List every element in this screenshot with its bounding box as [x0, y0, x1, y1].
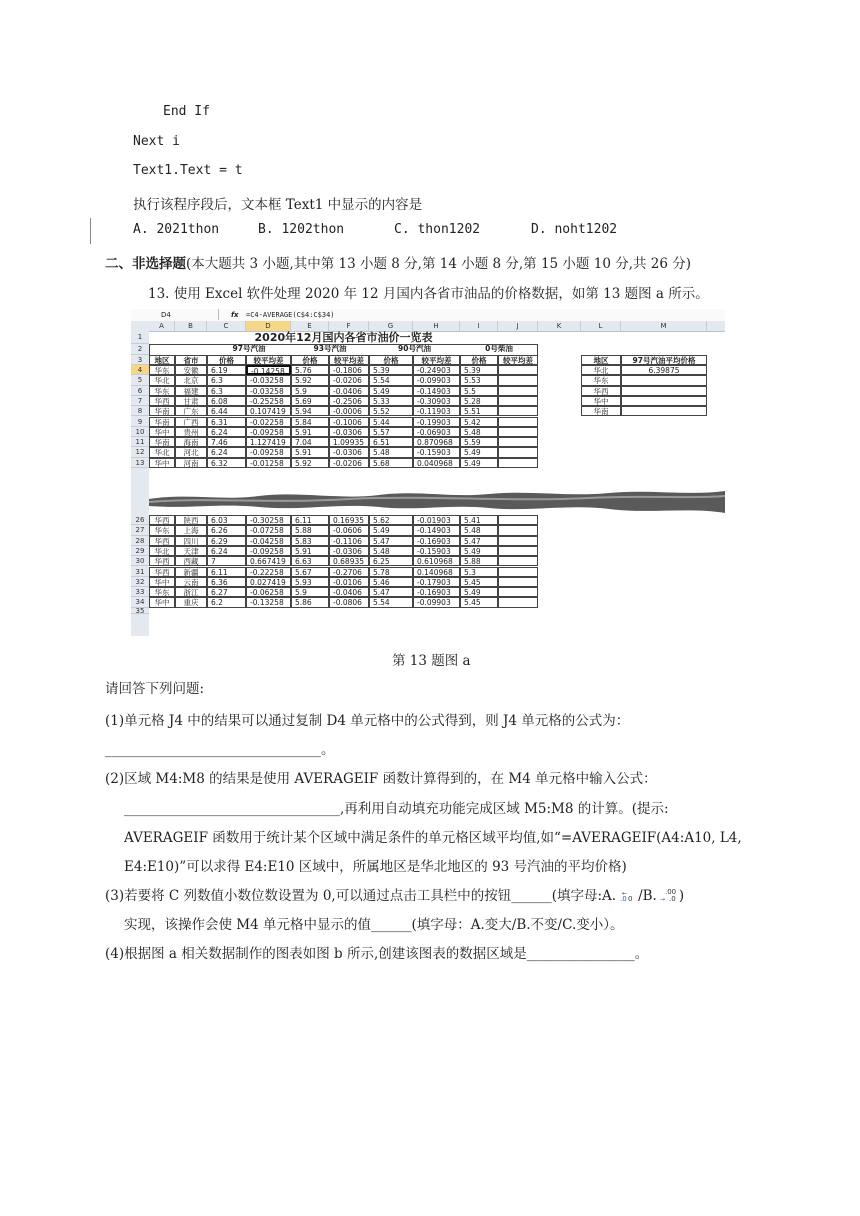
section-note: (本大题共 3 小题,其中第 13 小题 8 分,第 14 小题 8 分,第 15 小题 10 分,共 26 分) — [186, 256, 692, 272]
q3-text: (3)若要将 C 列数值小数位数设置为 0,可以通过点击工具栏中的按钮______(填字母:A. — [105, 888, 617, 904]
data-cell[interactable]: 0.140968 — [413, 567, 460, 577]
data-cell[interactable]: 5.94 — [291, 406, 329, 416]
side-region-cell[interactable]: 华东 — [581, 375, 621, 385]
row-header-29[interactable]: 29 — [131, 546, 149, 556]
data-cell[interactable]: 0.040968 — [413, 458, 460, 468]
data-cell[interactable]: 5.48 — [460, 525, 498, 535]
data-cell[interactable]: 5.91 — [291, 546, 329, 556]
data-cell[interactable]: -0.30258 — [246, 515, 291, 525]
data-cell[interactable]: -0.02258 — [246, 417, 291, 427]
data-cell[interactable]: 6.44 — [207, 406, 246, 416]
data-cell[interactable]: 5.68 — [369, 458, 413, 468]
column-header-j[interactable]: J — [498, 321, 538, 331]
data-cell[interactable]: -0.0206 — [329, 375, 369, 385]
data-cell[interactable]: 5.54 — [369, 597, 413, 607]
data-cell[interactable]: 5.47 — [460, 536, 498, 546]
svg-text:.0: .0 — [620, 895, 627, 902]
header-cell[interactable]: 地区 — [149, 355, 175, 366]
data-cell[interactable]: 华西 — [149, 396, 175, 406]
header-cell[interactable]: 较平均差 — [329, 355, 369, 366]
group-header-border — [149, 344, 538, 355]
table-title[interactable]: 2020年12月国内各省市油价一览表 — [254, 331, 433, 344]
data-cell[interactable]: 5.83 — [291, 536, 329, 546]
row-header-5[interactable]: 5 — [131, 375, 149, 385]
data-cell[interactable]: 华中 — [149, 458, 175, 468]
data-cell[interactable]: 5.49 — [460, 546, 498, 556]
data-cell[interactable] — [498, 536, 538, 546]
data-cell[interactable]: 6.3 — [207, 375, 246, 385]
header-cell[interactable]: 价格 — [369, 355, 413, 366]
data-cell[interactable]: -0.0406 — [329, 587, 369, 597]
data-cell[interactable]: 6.11 — [291, 515, 329, 525]
header-cell[interactable]: 价格 — [207, 355, 246, 366]
data-cell[interactable]: 广西 — [175, 417, 207, 427]
data-cell[interactable]: 5.49 — [369, 386, 413, 396]
data-cell[interactable]: 7 — [207, 556, 246, 566]
data-cell[interactable]: -0.09903 — [413, 597, 460, 607]
data-cell[interactable]: 5.9 — [291, 587, 329, 597]
data-cell[interactable]: -0.03258 — [246, 375, 291, 385]
row-header-1[interactable]: 1 — [131, 331, 149, 344]
data-cell[interactable]: -0.13258 — [246, 597, 291, 607]
data-cell[interactable]: 1.127419 — [246, 437, 291, 447]
header-cell[interactable]: 较平均差 — [413, 355, 460, 366]
data-cell[interactable]: -0.01903 — [413, 515, 460, 525]
row-header-26[interactable]: 26 — [131, 515, 149, 525]
data-cell[interactable]: -0.1106 — [329, 536, 369, 546]
data-cell[interactable]: 5.54 — [369, 375, 413, 385]
side-avg-cell[interactable] — [621, 396, 707, 406]
data-cell[interactable]: 5.39 — [460, 365, 498, 375]
data-cell[interactable]: 5.84 — [291, 417, 329, 427]
data-cell[interactable]: -0.2506 — [329, 396, 369, 406]
q3-line1 — [105, 884, 684, 904]
data-cell[interactable]: -0.1806 — [329, 365, 369, 375]
data-cell[interactable]: 华北 — [149, 375, 175, 385]
data-cell[interactable]: 5.48 — [460, 427, 498, 437]
data-cell[interactable]: 6.25 — [369, 556, 413, 566]
increase-decimal-icon — [616, 888, 638, 902]
data-cell[interactable]: -0.0406 — [329, 386, 369, 396]
row-header-2[interactable]: 2 — [131, 344, 149, 355]
svg-text:.0: .0 — [668, 895, 676, 902]
data-cell[interactable]: 华西 — [149, 556, 175, 566]
data-cell[interactable]: 安徽 — [175, 365, 207, 375]
svg-text:←: ← — [622, 890, 628, 897]
active-cell-d4[interactable]: -0.14258 — [246, 365, 291, 375]
option-a: A. 2021thon — [133, 222, 220, 237]
data-cell[interactable]: -0.0306 — [329, 427, 369, 437]
data-cell[interactable]: 6.32 — [207, 458, 246, 468]
header-cell[interactable]: 价格 — [460, 355, 498, 366]
data-cell[interactable]: 5.91 — [291, 427, 329, 437]
data-cell[interactable]: -0.09258 — [246, 546, 291, 556]
option-b: B. 1202thon — [258, 222, 345, 237]
data-cell[interactable]: -0.04258 — [246, 536, 291, 546]
q2-line2: ________________________________,再利用自动填充功能完成区域 M5:M8 的计算。(提示: — [124, 801, 669, 817]
data-cell[interactable]: 5.49 — [460, 458, 498, 468]
data-cell[interactable]: 新疆 — [175, 567, 207, 577]
data-cell[interactable]: 6.3 — [207, 386, 246, 396]
data-cell[interactable]: -0.06903 — [413, 427, 460, 437]
q3-line2: 实现，该操作会使 M4 单元格中显示的值______(填字母：A.变大/B.不变/C.变小）。 — [124, 917, 624, 933]
data-cell[interactable] — [498, 375, 538, 385]
row-header-11[interactable]: 11 — [131, 437, 149, 447]
data-cell[interactable]: 5.69 — [291, 396, 329, 406]
data-cell[interactable]: 0.107419 — [246, 406, 291, 416]
margin-bar — [90, 218, 91, 244]
data-cell[interactable] — [498, 386, 538, 396]
data-cell[interactable]: 华南 — [149, 437, 175, 447]
fx-icon: fx — [231, 311, 239, 319]
data-cell[interactable]: 6.03 — [207, 515, 246, 525]
data-cell[interactable]: 5.88 — [291, 525, 329, 535]
data-cell[interactable]: 5.86 — [291, 597, 329, 607]
header-cell[interactable]: 较平均差 — [498, 355, 538, 366]
data-cell[interactable]: 5.57 — [369, 427, 413, 437]
column-header-g[interactable]: G — [369, 321, 413, 331]
data-cell[interactable]: -0.1006 — [329, 417, 369, 427]
code-line-next: Next i — [133, 134, 180, 149]
data-cell[interactable]: -0.15903 — [413, 447, 460, 457]
data-cell[interactable]: 5.5 — [460, 386, 498, 396]
data-cell[interactable]: -0.25258 — [246, 396, 291, 406]
option-d: D. noht1202 — [531, 222, 618, 237]
data-cell[interactable] — [498, 365, 538, 375]
data-cell[interactable]: -0.0806 — [329, 597, 369, 607]
column-header-i[interactable]: I — [460, 321, 498, 331]
data-cell[interactable]: 5.41 — [460, 515, 498, 525]
data-cell[interactable]: 5.9 — [291, 386, 329, 396]
row-header-3[interactable]: 3 — [131, 355, 149, 366]
data-cell[interactable]: 河南 — [175, 458, 207, 468]
data-cell[interactable]: 5.59 — [460, 437, 498, 447]
name-box: D4 — [131, 309, 219, 320]
svg-text:0: 0 — [628, 895, 633, 902]
data-cell[interactable]: 5.88 — [460, 556, 498, 566]
data-cell[interactable]: 5.47 — [369, 536, 413, 546]
data-cell[interactable]: 5.3 — [460, 567, 498, 577]
row-header-34[interactable]: 34 — [131, 597, 149, 607]
data-cell[interactable] — [498, 396, 538, 406]
data-cell[interactable]: 6.29 — [207, 536, 246, 546]
formula-text: =C4-AVERAGE(C$4:C$34) — [246, 311, 335, 319]
data-cell[interactable]: 云南 — [175, 577, 207, 587]
data-cell[interactable]: 0.68935 — [329, 556, 369, 566]
data-cell[interactable]: 5.92 — [291, 458, 329, 468]
side-header-avg[interactable]: 97号汽油平均价格 — [621, 355, 707, 366]
data-cell[interactable]: 5.49 — [369, 525, 413, 535]
data-cell[interactable]: -0.01258 — [246, 458, 291, 468]
data-cell[interactable]: -0.11903 — [413, 406, 460, 416]
data-cell[interactable]: 5.76 — [291, 365, 329, 375]
data-cell[interactable]: -0.16903 — [413, 536, 460, 546]
data-cell[interactable]: 5.67 — [291, 567, 329, 577]
data-cell[interactable]: 天津 — [175, 546, 207, 556]
data-cell[interactable]: -0.0106 — [329, 577, 369, 587]
data-cell[interactable] — [498, 556, 538, 566]
data-cell[interactable]: 华东 — [149, 587, 175, 597]
side-avg-cell[interactable] — [621, 406, 707, 416]
row-header-30[interactable]: 30 — [131, 556, 149, 566]
data-cell[interactable]: 0.16935 — [329, 515, 369, 525]
torn-paper-break — [149, 487, 725, 517]
question-12-text: 执行该程序段后，文本框 Text1 中显示的内容是 — [133, 197, 423, 213]
data-cell[interactable]: 1.09935 — [329, 437, 369, 447]
q2-line4: E4:E10)”可以求得 E4:E10 区域中，所属地区是华北地区的 93 号汽油的平均价格) — [124, 859, 627, 875]
data-cell[interactable]: 华东 — [149, 386, 175, 396]
data-cell[interactable]: -0.0206 — [329, 458, 369, 468]
data-cell[interactable]: 6.08 — [207, 396, 246, 406]
data-cell[interactable] — [498, 427, 538, 437]
data-cell[interactable]: 6.11 — [207, 567, 246, 577]
data-cell[interactable]: 5.91 — [291, 447, 329, 457]
data-cell[interactable]: -0.09258 — [246, 427, 291, 437]
data-cell[interactable]: -0.15903 — [413, 546, 460, 556]
data-cell[interactable]: -0.0306 — [329, 546, 369, 556]
data-cell[interactable]: 浙江 — [175, 587, 207, 597]
data-cell[interactable] — [498, 577, 538, 587]
data-cell[interactable]: -0.2706 — [329, 567, 369, 577]
data-cell[interactable]: 6.31 — [207, 417, 246, 427]
data-cell[interactable]: 7.04 — [291, 437, 329, 447]
row-headers — [131, 331, 149, 636]
data-cell[interactable]: 5.46 — [369, 577, 413, 587]
data-cell[interactable] — [498, 587, 538, 597]
data-cell[interactable]: -0.16903 — [413, 587, 460, 597]
row-header-31[interactable]: 31 — [131, 567, 149, 577]
data-cell[interactable]: 0.610968 — [413, 556, 460, 566]
data-cell[interactable]: 华中 — [149, 427, 175, 437]
data-cell[interactable]: 6.2 — [207, 597, 246, 607]
data-cell[interactable]: 华北 — [149, 447, 175, 457]
data-cell[interactable]: 0.667419 — [246, 556, 291, 566]
side-avg-cell[interactable]: 6.39875 — [621, 365, 707, 375]
row-header-33[interactable]: 33 — [131, 587, 149, 597]
column-header-k[interactable]: K — [538, 321, 581, 331]
group-header[interactable]: 90号汽油 — [398, 344, 431, 353]
data-cell[interactable] — [498, 567, 538, 577]
data-cell[interactable]: 华西 — [149, 536, 175, 546]
data-cell[interactable]: 5.45 — [460, 577, 498, 587]
data-cell[interactable]: 5.45 — [460, 597, 498, 607]
side-avg-cell[interactable] — [621, 375, 707, 385]
data-cell[interactable]: 华南 — [149, 406, 175, 416]
data-cell[interactable]: 华东 — [149, 365, 175, 375]
data-cell[interactable]: 华南 — [149, 417, 175, 427]
data-cell[interactable]: 西藏 — [175, 556, 207, 566]
row-header-13[interactable]: 13 — [131, 458, 149, 468]
data-cell[interactable]: -0.03258 — [246, 386, 291, 396]
side-region-cell[interactable]: 华中 — [581, 396, 621, 406]
data-cell[interactable]: 6.36 — [207, 577, 246, 587]
data-cell[interactable] — [498, 546, 538, 556]
row-header-35[interactable]: 35 — [131, 608, 149, 614]
data-cell[interactable]: 6.24 — [207, 447, 246, 457]
header-cell[interactable]: 较平均差 — [246, 355, 291, 366]
column-header-f[interactable]: F — [329, 321, 369, 331]
column-header-l[interactable]: L — [581, 321, 621, 331]
data-cell[interactable]: -0.07258 — [246, 525, 291, 535]
data-cell[interactable]: -0.0306 — [329, 447, 369, 457]
row-header-6[interactable]: 6 — [131, 386, 149, 396]
q4-text: (4)根据图 a 相关数据制作的图表如图 b 所示,创建该图表的数据区域是________________。 — [105, 946, 649, 962]
figure-caption: 第 13 题图 a — [392, 653, 471, 669]
data-cell[interactable]: 5.49 — [460, 587, 498, 597]
data-cell[interactable]: 广东 — [175, 406, 207, 416]
q1-text: (1)单元格 J4 中的结果可以通过复制 D4 单元格中的公式得到，则 J4 单元格的公式为： — [105, 713, 630, 729]
side-header-region[interactable]: 地区 — [581, 355, 621, 366]
option-c: C. thon1202 — [394, 222, 481, 237]
data-cell[interactable]: 5.93 — [291, 577, 329, 587]
data-cell[interactable]: 5.48 — [369, 546, 413, 556]
data-cell[interactable]: 5.49 — [460, 447, 498, 457]
data-cell[interactable]: 7.46 — [207, 437, 246, 447]
data-cell[interactable] — [498, 458, 538, 468]
data-cell[interactable]: -0.22258 — [246, 567, 291, 577]
q2-line1: (2)区域 M4:M8 的结果是使用 AVERAGEIF 函数计算得到的，在 M4 单元格中输入公式： — [105, 771, 657, 787]
data-cell[interactable]: 5.28 — [460, 396, 498, 406]
side-region-cell[interactable]: 华南 — [581, 406, 621, 416]
column-header-a[interactable]: A — [149, 321, 175, 331]
data-cell[interactable]: 华中 — [149, 577, 175, 587]
data-cell[interactable]: -0.0006 — [329, 406, 369, 416]
data-cell[interactable]: -0.14903 — [413, 386, 460, 396]
decrease-decimal-icon — [657, 888, 679, 902]
data-cell[interactable]: 5.42 — [460, 417, 498, 427]
data-cell[interactable]: 北京 — [175, 375, 207, 385]
group-header[interactable]: 97号汽油 — [232, 344, 266, 353]
data-cell[interactable] — [498, 406, 538, 416]
data-cell[interactable]: 上海 — [175, 525, 207, 535]
data-cell[interactable]: 5.44 — [369, 417, 413, 427]
data-cell[interactable]: 5.53 — [460, 375, 498, 385]
row-header-10[interactable]: 10 — [131, 427, 149, 437]
data-cell[interactable]: 5.92 — [291, 375, 329, 385]
data-cell[interactable]: 6.51 — [369, 437, 413, 447]
data-cell[interactable]: 6.63 — [291, 556, 329, 566]
options-row — [133, 222, 617, 237]
data-cell[interactable]: 华西 — [149, 567, 175, 577]
data-cell[interactable]: 6.24 — [207, 427, 246, 437]
column-header-b[interactable]: B — [175, 321, 207, 331]
row-header-7[interactable]: 7 — [131, 396, 149, 406]
data-cell[interactable]: 海南 — [175, 437, 207, 447]
row-header-12[interactable]: 12 — [131, 447, 149, 457]
data-cell[interactable]: 5.78 — [369, 567, 413, 577]
data-cell[interactable]: 5.52 — [369, 406, 413, 416]
data-cell[interactable]: 福建 — [175, 386, 207, 396]
data-cell[interactable]: 贵州 — [175, 427, 207, 437]
q2-line3: AVERAGEIF 函数用于统计某个区域中满足条件的单元格区域平均值,如“=AVERAGEIF(A4:A10, L4, — [124, 830, 742, 846]
data-cell[interactable]: -0.09903 — [413, 375, 460, 385]
column-header-e[interactable]: E — [291, 321, 329, 331]
data-cell[interactable]: 0.870968 — [413, 437, 460, 447]
header-cell[interactable]: 价格 — [291, 355, 329, 366]
data-cell[interactable] — [498, 597, 538, 607]
row-header-4[interactable]: 4 — [131, 365, 149, 375]
data-cell[interactable]: 5.39 — [369, 365, 413, 375]
column-header-m[interactable]: M — [621, 321, 707, 331]
data-cell[interactable]: 重庆 — [175, 597, 207, 607]
data-cell[interactable]: 0.027419 — [246, 577, 291, 587]
data-cell[interactable]: 甘肃 — [175, 396, 207, 406]
row-header-28[interactable]: 28 — [131, 536, 149, 546]
data-cell[interactable]: 6.27 — [207, 587, 246, 597]
column-header-h[interactable]: H — [413, 321, 460, 331]
data-cell[interactable]: 华中 — [149, 597, 175, 607]
data-cell[interactable]: 5.47 — [369, 587, 413, 597]
code-line-text1: Text1.Text = t — [133, 163, 243, 178]
q3-close: ) — [678, 888, 685, 904]
row-header-27[interactable]: 27 — [131, 525, 149, 535]
data-cell[interactable]: 四川 — [175, 536, 207, 546]
section-title: 二、非选择题 — [105, 256, 186, 272]
data-cell[interactable]: 河北 — [175, 447, 207, 457]
data-cell[interactable]: 华西 — [149, 515, 175, 525]
data-cell[interactable]: -0.0606 — [329, 525, 369, 535]
section-heading — [105, 252, 691, 272]
side-region-cell[interactable]: 华北 — [581, 365, 621, 375]
group-header[interactable]: 93号汽油 — [313, 344, 347, 353]
data-cell[interactable]: 6.26 — [207, 525, 246, 535]
data-cell[interactable]: 5.51 — [460, 406, 498, 416]
svg-text:→: → — [659, 896, 665, 902]
group-header[interactable]: 0号柴油 — [485, 344, 513, 353]
data-cell[interactable]: -0.30903 — [413, 396, 460, 406]
data-cell[interactable]: -0.19903 — [413, 417, 460, 427]
data-cell[interactable] — [498, 437, 538, 447]
data-cell[interactable] — [498, 525, 538, 535]
data-cell[interactable] — [498, 447, 538, 457]
column-header-c[interactable]: C — [207, 321, 246, 331]
data-cell[interactable]: -0.24903 — [413, 365, 460, 375]
data-cell[interactable]: 华东 — [149, 525, 175, 535]
row-header-9[interactable]: 9 — [131, 417, 149, 427]
data-cell[interactable]: 5.33 — [369, 396, 413, 406]
question-13-intro: 13. 使用 Excel 软件处理 2020 年 12 月国内各省市油品的价格数据，如第 13 题图 a 所示。 — [148, 286, 709, 302]
data-cell[interactable]: 5.48 — [369, 447, 413, 457]
data-cell[interactable]: 6.24 — [207, 546, 246, 556]
svg-text:.00: .00 — [664, 888, 676, 896]
prompt: 请回答下列问题: — [105, 681, 205, 697]
side-region-cell[interactable]: 华西 — [581, 386, 621, 396]
data-cell[interactable]: 华北 — [149, 546, 175, 556]
data-cell[interactable]: -0.06258 — [246, 587, 291, 597]
header-cell[interactable]: 省市 — [175, 355, 207, 366]
side-avg-cell[interactable] — [621, 386, 707, 396]
q1-blank: ________________________________。 — [105, 742, 335, 758]
data-cell[interactable]: 5.62 — [369, 515, 413, 525]
data-cell[interactable] — [498, 417, 538, 427]
row-header-8[interactable]: 8 — [131, 406, 149, 416]
data-cell[interactable]: 陕西 — [175, 515, 207, 525]
row-header-32[interactable]: 32 — [131, 577, 149, 587]
column-header-d[interactable]: D — [246, 321, 291, 331]
q3-option-sep: /B. — [638, 888, 657, 904]
data-cell[interactable]: -0.14903 — [413, 525, 460, 535]
code-line-end-if: End If — [163, 104, 210, 119]
excel-screenshot — [131, 309, 725, 636]
data-cell[interactable]: 6.19 — [207, 365, 246, 375]
data-cell[interactable]: -0.09258 — [246, 447, 291, 457]
data-cell[interactable]: -0.17903 — [413, 577, 460, 587]
